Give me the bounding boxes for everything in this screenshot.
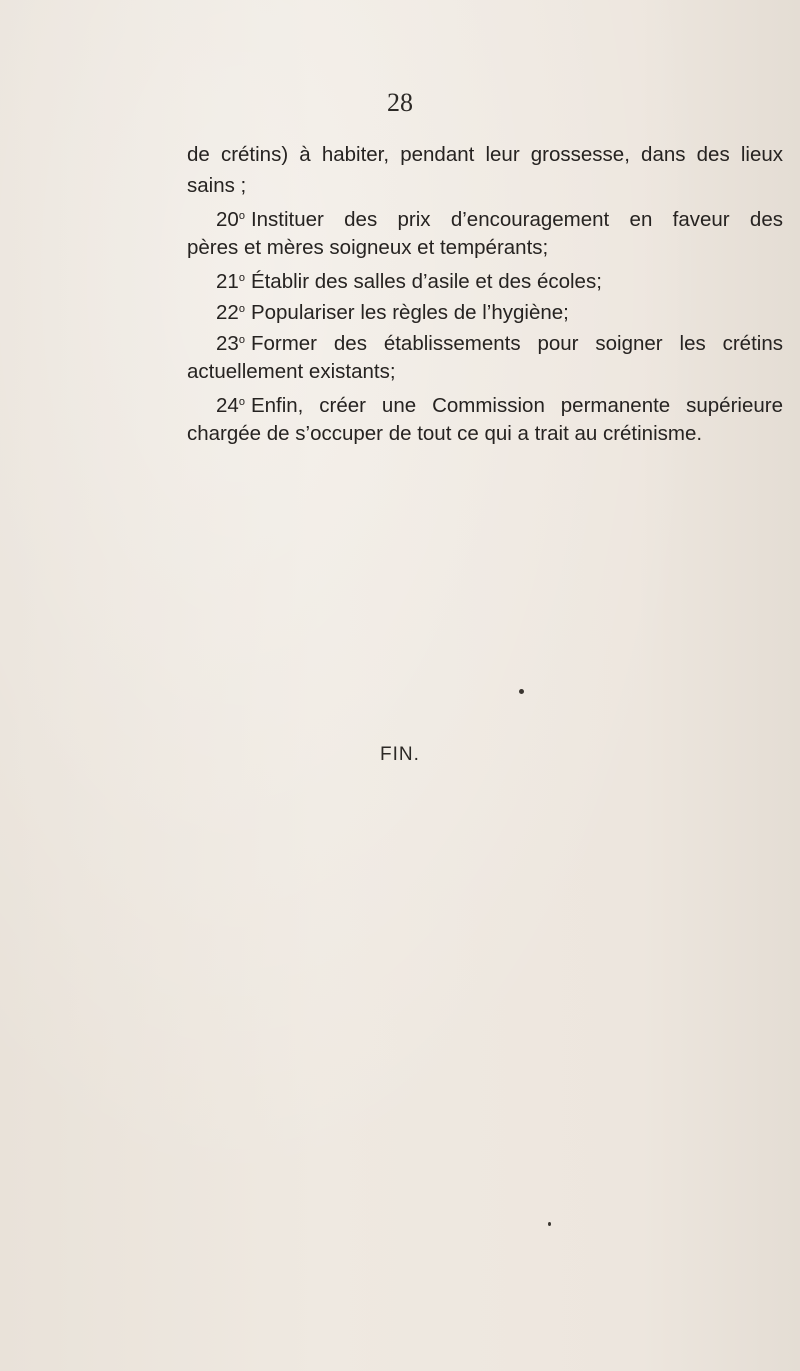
line-text: Former des établissements pour soigner les crétins [250, 332, 783, 355]
list-item [187, 294, 783, 325]
page-number: 28 [387, 88, 413, 117]
item-number: 22 [216, 301, 239, 324]
text-line [187, 139, 783, 170]
ink-speck [519, 689, 524, 694]
line-text: de crétins) à habiter, pendant leur grossesse, dans des lieux [187, 143, 783, 166]
text-line [187, 356, 783, 387]
degree-mark: o [238, 396, 245, 408]
line-text: sains ; [187, 174, 247, 197]
line-text: Populariser les règles de l’hygiène; [250, 301, 569, 324]
degree-mark: o [238, 334, 245, 346]
line-text: actuellement existants; [187, 360, 396, 383]
line-text: chargée de s’occuper de tout ce qui a trait au crétinisme. [187, 422, 703, 445]
degree-mark: o [238, 303, 245, 315]
list-item [187, 387, 783, 418]
item-number: 20 [216, 208, 239, 231]
line-text: Établir des salles d’asile et des écoles; [250, 270, 602, 293]
line-text: Enfin, créer une Commission permanente supérieure [250, 394, 783, 417]
ink-speck [548, 1222, 551, 1226]
text-line [187, 418, 783, 449]
list-item [187, 325, 783, 356]
end-text: FIN. [380, 744, 420, 765]
degree-mark: o [238, 272, 245, 284]
text-line [187, 232, 783, 263]
item-number: 24 [216, 394, 239, 417]
body-text [187, 139, 783, 449]
line-text: Instituer des prix d’encouragement en faveur des [250, 208, 783, 231]
list-item [187, 201, 783, 232]
item-number: 21 [216, 270, 239, 293]
degree-mark: o [238, 210, 245, 222]
list-item [187, 263, 783, 294]
text-line [187, 170, 783, 201]
line-text: pères et mères soigneux et tempérants; [187, 236, 549, 259]
item-number: 23 [216, 332, 239, 355]
